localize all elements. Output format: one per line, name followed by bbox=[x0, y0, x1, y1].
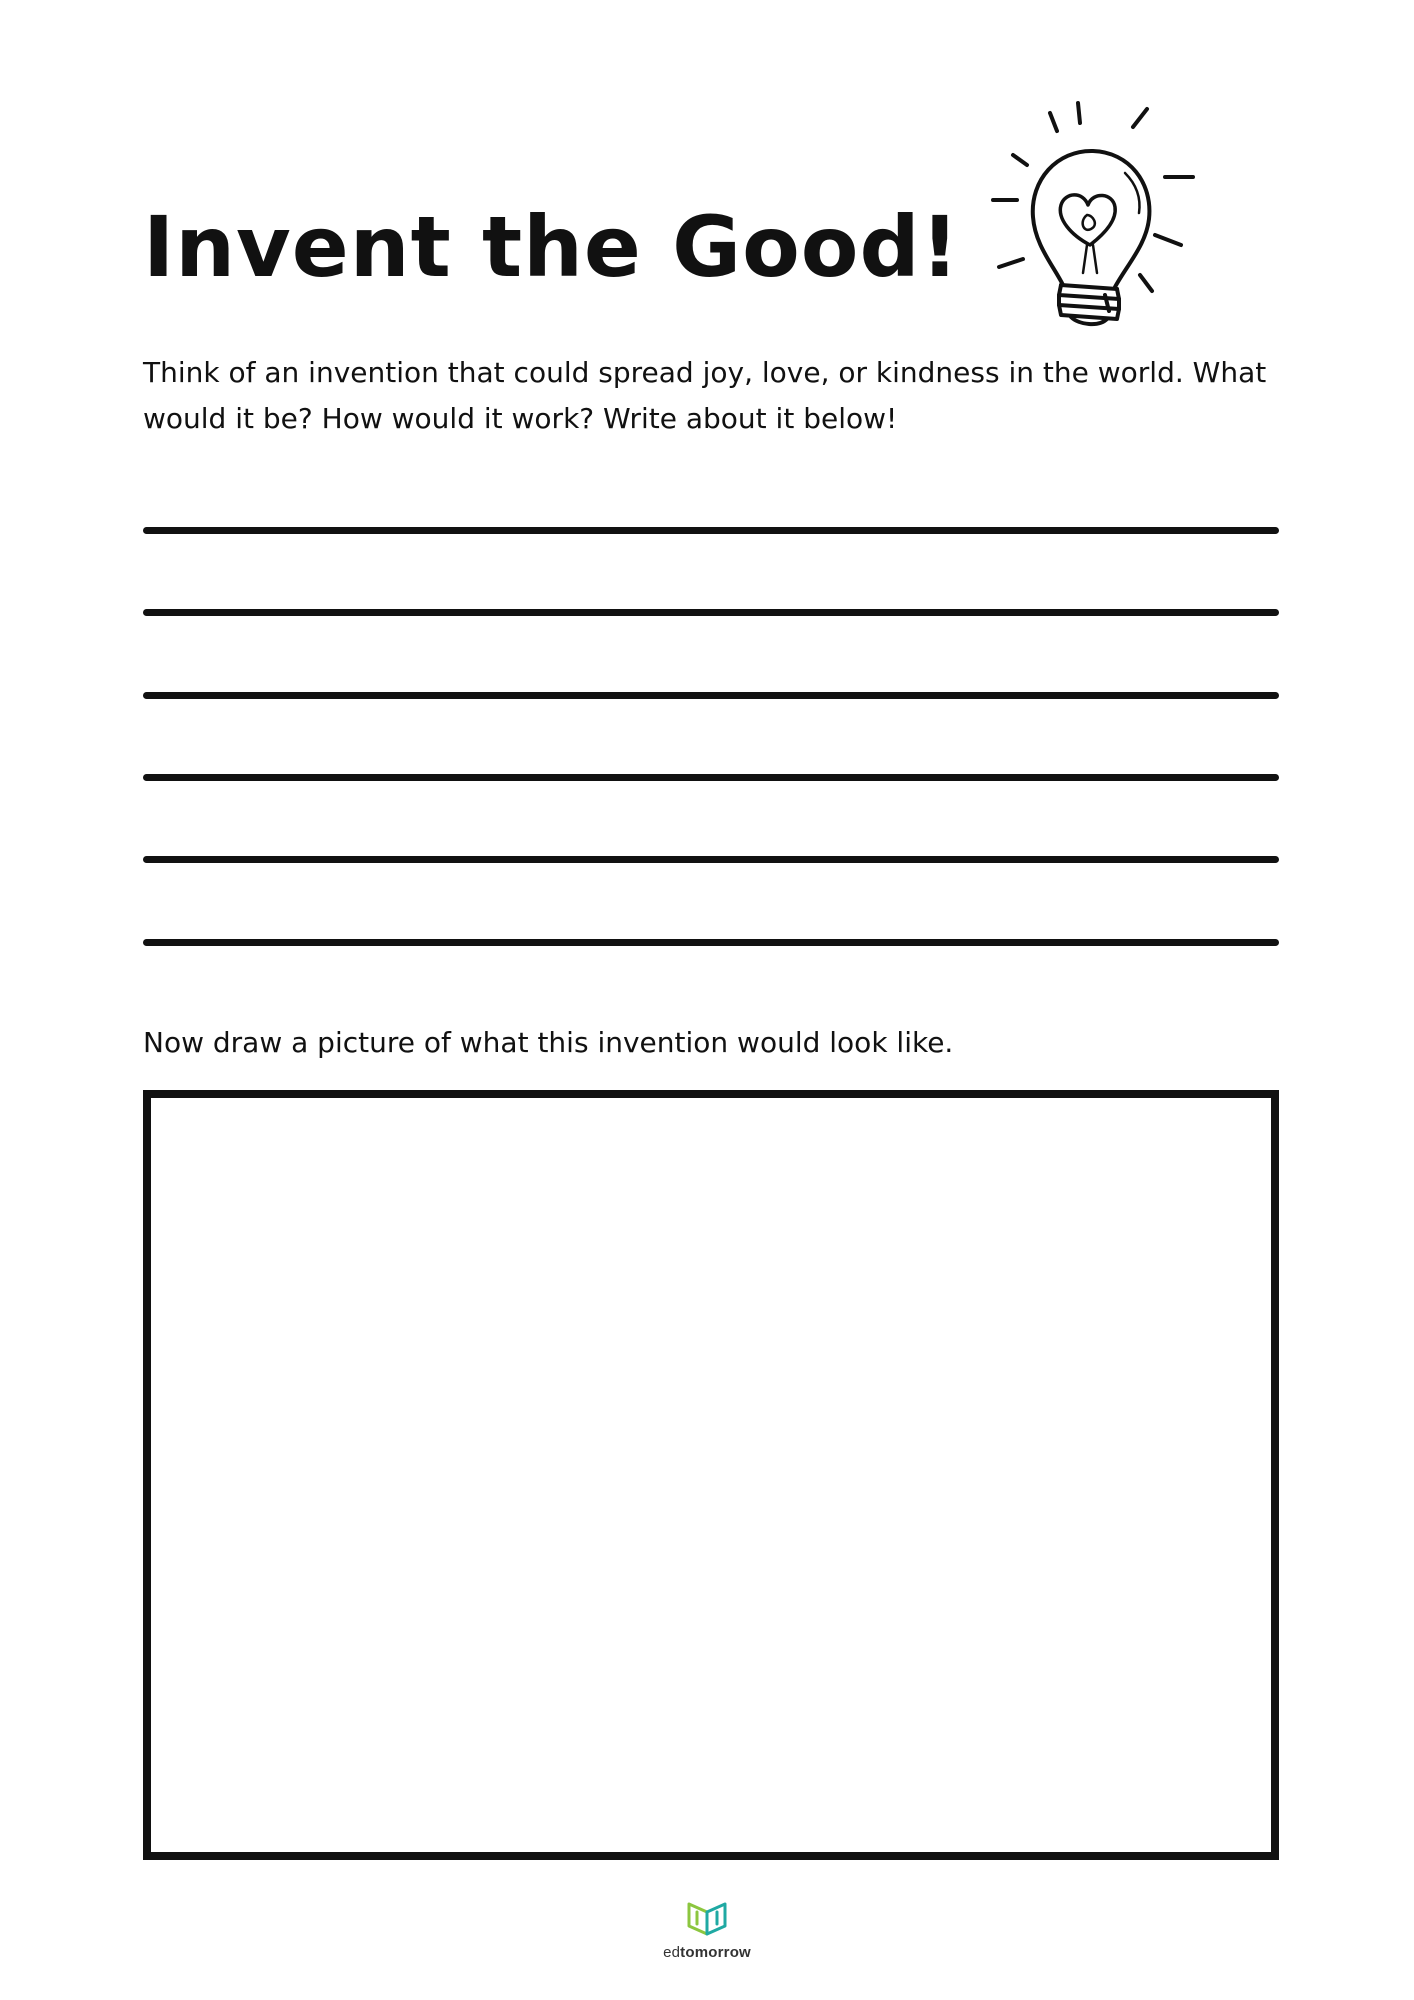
writing-line[interactable] bbox=[143, 692, 1279, 699]
brand-suffix: tomorrow bbox=[680, 1944, 751, 1961]
writing-line[interactable] bbox=[143, 939, 1279, 946]
writing-line[interactable] bbox=[143, 856, 1279, 863]
open-book-icon bbox=[685, 1900, 729, 1936]
brand-prefix: ed bbox=[663, 1944, 681, 1961]
instructions-text: Think of an invention that could spread joy, love, or kindness in the world. What would it be? How would it work? Write about it below! bbox=[143, 356, 1267, 435]
writing-line[interactable] bbox=[143, 774, 1279, 781]
drawing-box[interactable] bbox=[143, 1090, 1279, 1860]
draw-prompt-text: Now draw a picture of what this invention would look like. bbox=[143, 1026, 954, 1059]
lightbulb-with-heart-icon bbox=[975, 95, 1235, 335]
brand-name bbox=[657, 1944, 757, 1961]
writing-line[interactable] bbox=[143, 527, 1279, 534]
writing-line[interactable] bbox=[143, 609, 1279, 616]
edtomorrow-logo bbox=[657, 1900, 757, 1961]
worksheet-title: Invent the Good! bbox=[143, 198, 960, 296]
